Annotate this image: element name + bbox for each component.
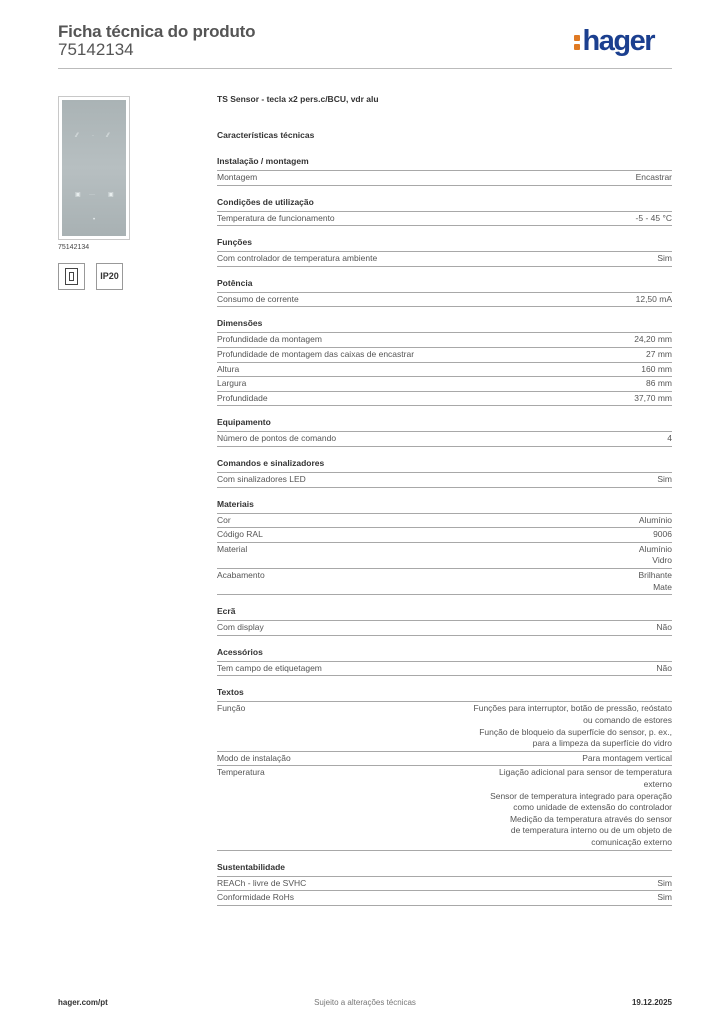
- spec-value-line: Medição da temperatura através do sensor: [509, 813, 672, 824]
- section-title: Comandos e sinalizadores: [217, 458, 325, 468]
- section-end-divider: [217, 266, 672, 267]
- spec-row: [217, 876, 672, 891]
- spec-label: Função: [217, 703, 246, 714]
- spec-value-line: Sim: [657, 474, 672, 484]
- section-end-divider: [217, 405, 672, 406]
- section-title: Sustentabilidade: [217, 861, 286, 872]
- section-title: Instalação / montagem: [217, 156, 309, 166]
- spec-value-line: Funções para interruptor, botão de pressão, reóstato: [473, 703, 672, 714]
- section-title: Ecrã: [217, 606, 236, 617]
- spec-value: [636, 294, 672, 306]
- spec-value: [490, 767, 672, 848]
- section-end-divider: [217, 635, 672, 636]
- ip-rating-label: IP20: [100, 271, 119, 281]
- section-title: Equipamento: [217, 417, 271, 428]
- spec-value-line: Não: [656, 622, 672, 633]
- spec-value: [474, 703, 672, 749]
- spec-label: Com sinalizadores LED: [217, 474, 306, 484]
- spec-value: [641, 364, 672, 376]
- spec-value-line: -5 - 45 °C: [635, 212, 672, 223]
- section-title: Dimensões: [217, 318, 263, 329]
- section-title: Funções: [217, 237, 252, 248]
- spec-value: [656, 622, 672, 634]
- spec-value-line: Ligação adicional para sensor de temperatura: [499, 767, 672, 778]
- spec-value-line: Mate: [653, 581, 672, 592]
- spec-label: Cor: [217, 514, 231, 525]
- spec-value: [639, 515, 672, 527]
- spec-value: [656, 663, 672, 675]
- key-marking-icon: ▣: [108, 192, 114, 198]
- section-title: Textos: [217, 687, 244, 698]
- section-title: Potência: [217, 277, 253, 288]
- led-icon: •: [93, 217, 96, 223]
- spec-value-line: Sim: [657, 253, 672, 264]
- spec-value-line: 160 mm: [641, 363, 672, 374]
- spec-value-line: Vidro: [652, 555, 672, 566]
- spec-value-line: 27 mm: [646, 349, 672, 359]
- spec-row: [217, 527, 672, 542]
- spec-row: [217, 251, 672, 266]
- spec-row: [217, 751, 672, 766]
- spec-row: [217, 890, 672, 905]
- page-footer: [58, 998, 672, 1010]
- key-marking-icon: ·: [92, 133, 94, 139]
- spec-value: [582, 753, 672, 765]
- spec-label: Profundidade: [217, 392, 268, 403]
- footer-website: hager.com/pt: [58, 998, 108, 1007]
- spec-label: Temperatura de funcionamento: [217, 212, 335, 223]
- spec-value-line: Sensor de temperatura integrado para operação: [490, 790, 672, 801]
- spec-value-line: Alumínio: [638, 514, 672, 525]
- spec-row: [217, 765, 672, 849]
- spec-row: [217, 472, 672, 487]
- spec-label: REACh - livre de SVHC: [217, 877, 307, 888]
- spec-value-line: Função de bloqueio da superfície do sensor, p. ex.,: [479, 726, 672, 737]
- spec-row: [217, 362, 672, 377]
- spec-value: [646, 349, 672, 361]
- key-marking-icon: ▣: [75, 192, 81, 198]
- section-end-divider: [217, 446, 672, 447]
- spec-value-line: Para montagem vertical: [582, 752, 672, 763]
- ip-rating-badge: [96, 263, 123, 290]
- spec-value-line: 4: [667, 433, 672, 444]
- spec-value: [634, 393, 672, 405]
- sensor-panel-picture: [62, 100, 126, 236]
- hager-logo: [574, 26, 654, 56]
- logo-text: hager: [582, 25, 654, 57]
- logo-dots-icon: [574, 26, 581, 56]
- spec-label: Conformidade RoHs: [217, 892, 295, 903]
- section-end-divider: [217, 306, 672, 307]
- section-end-divider: [217, 225, 672, 226]
- spec-value: [646, 378, 672, 390]
- header-divider: [58, 68, 672, 69]
- key-marking-icon: ⁄⁄: [107, 133, 110, 139]
- key-marking-icon: ⁄⁄: [76, 133, 79, 139]
- spec-value-line: externo: [643, 778, 672, 789]
- spec-value: [667, 433, 672, 445]
- spec-row: [217, 170, 672, 185]
- spec-label: Código RAL: [217, 529, 263, 540]
- spec-value: [657, 253, 672, 265]
- spec-row: [217, 376, 672, 391]
- spec-label: Modo de instalação: [217, 752, 291, 763]
- spec-row: [217, 568, 672, 594]
- spec-value: [636, 213, 672, 225]
- spec-value-line: Encastrar: [635, 172, 672, 182]
- spec-row: [217, 292, 672, 307]
- section-title: Condições de utilização: [217, 196, 314, 207]
- image-reference: 75142134: [58, 244, 90, 251]
- spec-label: Profundidade da montagem: [217, 334, 322, 345]
- specs-heading: Características técnicas: [217, 130, 315, 140]
- spec-value: [657, 474, 672, 486]
- spec-row: [217, 211, 672, 226]
- spec-label: Número de pontos de comando: [217, 433, 337, 444]
- section-title: Materiais: [217, 498, 254, 509]
- spec-label: Acabamento: [217, 570, 265, 580]
- spec-value-line: Brilhante: [638, 570, 672, 580]
- section-end-divider: [217, 594, 672, 595]
- spec-value-line: Sim: [657, 892, 672, 903]
- spec-value-line: 86 mm: [646, 378, 672, 389]
- spec-value: [634, 334, 672, 346]
- section-end-divider: [217, 675, 672, 676]
- section-end-divider: [217, 905, 672, 906]
- spec-label: Com controlador de temperatura ambiente: [217, 253, 378, 264]
- spec-value-line: 9006: [653, 529, 672, 540]
- section-title: Acessórios: [217, 646, 263, 657]
- spec-value: [653, 529, 672, 541]
- spec-row: [217, 332, 672, 347]
- page-header: [58, 20, 672, 70]
- spec-label: Altura: [217, 363, 240, 374]
- product-image: [58, 96, 130, 240]
- section-end-divider: [217, 850, 672, 851]
- spec-row: [217, 620, 672, 635]
- key-marking-icon: ···: [89, 192, 95, 198]
- spec-value-line: como unidade de extensão do controlador: [513, 802, 672, 813]
- spec-label: Largura: [217, 378, 247, 389]
- flush-mount-icon: [58, 263, 85, 290]
- spec-value-line: Alumínio: [638, 543, 672, 554]
- footer-disclaimer: Sujeito a alterações técnicas: [314, 998, 416, 1007]
- spec-row: [217, 661, 672, 676]
- spec-value: [638, 570, 672, 593]
- spec-value-line: ou comando de estores: [583, 714, 672, 725]
- section-end-divider: [217, 487, 672, 488]
- spec-label: Montagem: [217, 172, 258, 182]
- spec-row: [217, 431, 672, 446]
- spec-row: [217, 347, 672, 362]
- spec-row: [217, 391, 672, 406]
- document-title: Ficha técnica do produto: [58, 22, 256, 41]
- product-name: TS Sensor - tecla x2 pers.c/BCU, vdr alu: [217, 94, 379, 104]
- spec-value: [657, 878, 672, 890]
- product-number: 75142134: [58, 40, 134, 59]
- spec-label: Material: [217, 543, 248, 554]
- spec-row: [217, 513, 672, 528]
- spec-value: [636, 172, 672, 184]
- spec-row: [217, 542, 672, 568]
- spec-value-line: 37,70 mm: [634, 392, 672, 403]
- spec-value-line: de temperatura interno ou de um objeto de: [510, 825, 672, 836]
- spec-value: [639, 544, 672, 567]
- spec-label: Profundidade de montagem das caixas de encastrar: [217, 349, 415, 359]
- spec-label: Com display: [217, 622, 264, 633]
- spec-value-line: comunicação externo: [591, 836, 672, 847]
- section-end-divider: [217, 185, 672, 186]
- spec-value-line: Sim: [657, 877, 672, 888]
- spec-value-line: Não: [656, 662, 672, 673]
- spec-label: Consumo de corrente: [217, 293, 299, 304]
- spec-value-line: 12,50 mA: [635, 293, 672, 304]
- spec-row: [217, 701, 672, 750]
- spec-value-line: para a limpeza da superfície do vidro: [532, 738, 672, 749]
- spec-label: Temperatura: [217, 767, 265, 778]
- spec-value-line: 24,20 mm: [634, 334, 672, 345]
- spec-label: Tem campo de etiquetagem: [217, 662, 322, 673]
- footer-date: 19.12.2025: [631, 998, 672, 1007]
- spec-value: [657, 892, 672, 904]
